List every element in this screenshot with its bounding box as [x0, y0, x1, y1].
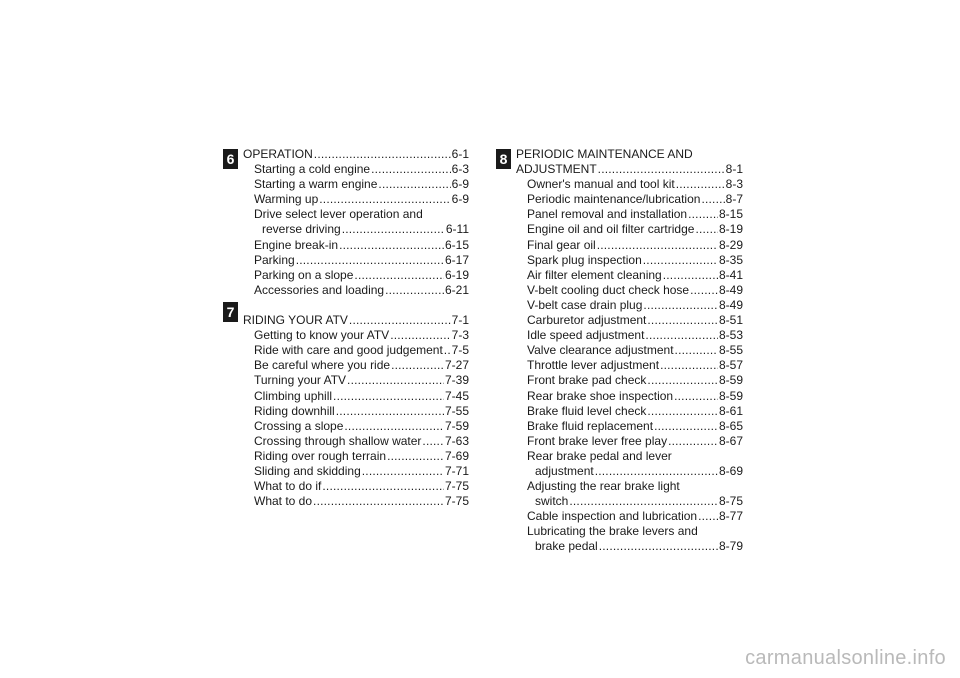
- toc-entry-label: Brake fluid level check: [527, 403, 647, 418]
- toc-page-number: 7-27: [444, 358, 469, 373]
- toc-dot-leader: [322, 479, 444, 494]
- toc-dot-leader: [668, 434, 718, 449]
- section-tab-6: 6: [223, 149, 238, 169]
- toc-dot-leader: [645, 328, 718, 343]
- toc-page-number: 6-1: [451, 147, 469, 161]
- toc-entry-label: Be careful where you ride: [254, 358, 391, 373]
- section-tab-8: 8: [496, 149, 511, 169]
- toc-entry-label: Turning your ATV: [254, 373, 347, 388]
- toc-entry-label: Cable inspection and lubrication: [527, 509, 698, 524]
- toc-page-number: 8-41: [718, 267, 743, 282]
- toc-page-number: 6-19: [444, 267, 469, 282]
- toc-page-number: 8-7: [725, 192, 743, 207]
- toc-dot-leader: [390, 328, 450, 343]
- toc-entry[interactable]: [243, 177, 469, 192]
- toc-entry[interactable]: [516, 207, 743, 222]
- toc-entry[interactable]: [516, 253, 743, 268]
- toc-page-number: 8-59: [718, 373, 743, 388]
- toc-entry-label: switch: [535, 494, 569, 509]
- toc-page-number: 7-39: [444, 373, 469, 388]
- toc-column-right: [516, 147, 743, 555]
- toc-chapter-entry[interactable]: [516, 162, 743, 177]
- toc-entry[interactable]: [516, 328, 743, 343]
- toc-dot-leader: [344, 419, 444, 434]
- toc-entry[interactable]: [516, 373, 743, 388]
- watermark-text: carmanualsonline.info: [745, 647, 946, 669]
- toc-entry-label: Periodic maintenance/lubrication: [527, 192, 701, 207]
- toc-entry-label: Panel removal and installation: [527, 207, 688, 222]
- toc-page-number: 8-1: [725, 162, 743, 177]
- toc-page-number: 7-5: [451, 343, 469, 358]
- toc-entry-label: reverse driving: [262, 222, 341, 237]
- toc-page-number: 7-63: [444, 433, 469, 448]
- toc-entry-label: Rear brake pedal and lever: [527, 448, 672, 463]
- toc-entry-label: Front brake pad check: [527, 373, 647, 388]
- toc-page-number: 8-35: [718, 252, 743, 267]
- toc-entry[interactable]: [516, 389, 743, 404]
- toc-dot-leader: [701, 192, 724, 207]
- toc-dot-leader: [319, 192, 450, 207]
- toc-column-left: [243, 147, 469, 509]
- toc-entry[interactable]: [516, 283, 743, 298]
- toc-dot-leader: [660, 358, 718, 373]
- toc-entry[interactable]: [243, 192, 469, 207]
- toc-dot-leader: [444, 343, 451, 358]
- toc-entry-label: Owner's manual and tool kit: [527, 177, 675, 192]
- toc-dot-leader: [339, 238, 444, 253]
- toc-entry-label: What to do if: [254, 479, 322, 494]
- toc-page-number: 8-77: [718, 509, 743, 524]
- toc-entry[interactable]: [516, 222, 743, 237]
- toc-page-number: 8-59: [718, 388, 743, 403]
- toc-dot-leader: [676, 177, 725, 192]
- toc-entry[interactable]: [516, 524, 743, 539]
- toc-page-number: 6-9: [451, 192, 469, 207]
- toc-entry-label: Crossing through shallow water: [254, 433, 422, 448]
- toc-dot-leader: [336, 404, 444, 419]
- toc-dot-leader: [313, 494, 444, 509]
- toc-page-number: 8-79: [718, 539, 743, 554]
- toc-entry[interactable]: [243, 434, 469, 449]
- toc-page-number: 8-55: [718, 343, 743, 358]
- toc-entry[interactable]: [516, 177, 743, 192]
- toc-page-number: 6-3: [451, 162, 469, 177]
- toc-dot-leader: [690, 283, 718, 298]
- toc-entry-label: Rear brake shoe inspection: [527, 388, 674, 403]
- toc-dot-leader: [695, 222, 718, 237]
- toc-entry-label: Drive select lever operation and: [254, 207, 423, 222]
- toc-entry[interactable]: [243, 328, 469, 343]
- toc-dot-leader: [675, 343, 718, 358]
- toc-dot-leader: [378, 177, 450, 192]
- toc-page-number: 8-15: [718, 207, 743, 222]
- toc-entry-label: Riding over rough terrain: [254, 448, 387, 463]
- toc-entry[interactable]: [243, 238, 469, 253]
- toc-entry-label: ADJUSTMENT: [516, 162, 597, 177]
- toc-entry[interactable]: [516, 192, 743, 207]
- toc-page-number: 6-11: [445, 222, 469, 237]
- toc-entry-label: V-belt case drain plug: [527, 297, 643, 312]
- toc-entry[interactable]: [243, 283, 469, 298]
- toc-entry[interactable]: [243, 494, 469, 509]
- toc-entry[interactable]: [243, 343, 469, 358]
- toc-entry[interactable]: [243, 222, 469, 237]
- toc-dot-leader: [654, 419, 718, 434]
- toc-entry-label: Crossing a slope: [254, 418, 344, 433]
- toc-dot-leader: [698, 509, 718, 524]
- toc-entry-label: Adjusting the rear brake light: [527, 479, 680, 494]
- toc-entry-label: adjustment: [535, 463, 594, 478]
- toc-entry[interactable]: [516, 419, 743, 434]
- toc-page-number: 6-15: [444, 237, 469, 252]
- toc-entry-label: Riding downhill: [254, 403, 335, 418]
- toc-dot-leader: [296, 253, 444, 268]
- toc-dot-leader: [422, 434, 444, 449]
- toc-page-number: 7-69: [444, 448, 469, 463]
- toc-entry[interactable]: [243, 449, 469, 464]
- toc-page-number: 7-55: [444, 403, 469, 418]
- toc-page-number: 7-75: [444, 479, 469, 494]
- toc-page-number: 8-49: [718, 282, 743, 297]
- toc-page-number: 8-69: [718, 463, 743, 478]
- toc-dot-leader: [597, 238, 718, 253]
- toc-spacer: [243, 298, 469, 313]
- section-tab-7: 7: [223, 302, 238, 322]
- toc-page-number: 8-65: [718, 418, 743, 433]
- toc-page-number: 8-67: [718, 433, 743, 448]
- toc-entry-label: RIDING YOUR ATV: [243, 313, 348, 328]
- toc-dot-leader: [342, 222, 445, 237]
- toc-dot-leader: [599, 539, 718, 554]
- toc-page-number: 8-3: [725, 177, 743, 192]
- toc-entry[interactable]: [516, 464, 743, 479]
- toc-entry-label: Engine break-in: [254, 237, 339, 252]
- toc-page-number: 6-9: [451, 177, 469, 192]
- toc-entry[interactable]: [516, 479, 743, 494]
- toc-page-number: 8-29: [718, 237, 743, 252]
- toc-dot-leader: [362, 464, 444, 479]
- toc-entry-label: Final gear oil: [527, 237, 596, 252]
- toc-dot-leader: [391, 358, 444, 373]
- toc-page-number: 7-3: [451, 328, 469, 343]
- toc-entry-label: Carburetor adjustment: [527, 313, 647, 328]
- toc-entry-label: Lubricating the brake levers and: [527, 524, 698, 539]
- toc-dot-leader: [643, 298, 718, 313]
- toc-entry-label: Parking: [254, 252, 295, 267]
- toc-page-number: 7-1: [451, 313, 469, 328]
- toc-entry[interactable]: [516, 434, 743, 449]
- toc-entry-label: OPERATION: [243, 147, 313, 161]
- toc-entry-label: Front brake lever free play: [527, 433, 668, 448]
- toc-entry[interactable]: [516, 509, 743, 524]
- toc-page-number: 8-53: [718, 328, 743, 343]
- toc-dot-leader: [349, 313, 451, 328]
- toc-entry[interactable]: [516, 494, 743, 509]
- toc-dot-leader: [688, 207, 718, 222]
- toc-dot-leader: [569, 494, 718, 509]
- toc-entry[interactable]: [516, 238, 743, 253]
- toc-entry[interactable]: [243, 419, 469, 434]
- toc-entry-label: Climbing uphill: [254, 388, 333, 403]
- toc-page-number: 7-59: [444, 418, 469, 433]
- toc-entry[interactable]: [516, 358, 743, 373]
- toc-page-number: 8-57: [718, 358, 743, 373]
- toc-entry-label: brake pedal: [535, 539, 598, 554]
- toc-page-number: 7-71: [444, 463, 469, 478]
- toc-entry-label: Ride with care and good judgement: [254, 343, 443, 358]
- toc-dot-leader: [333, 389, 444, 404]
- toc-entry-label: Engine oil and oil filter cartridge: [527, 222, 695, 237]
- toc-chapter-entry[interactable]: [516, 147, 743, 162]
- toc-dot-leader: [371, 162, 451, 177]
- toc-dot-leader: [674, 389, 718, 404]
- toc-dot-leader: [647, 404, 718, 419]
- toc-entry[interactable]: [516, 343, 743, 358]
- toc-page-number: 8-51: [718, 313, 743, 328]
- toc-dot-leader: [354, 268, 444, 283]
- toc-entry[interactable]: [243, 373, 469, 388]
- toc-page-number: 7-45: [444, 388, 469, 403]
- toc-page-number: 6-21: [444, 282, 469, 297]
- toc-dot-leader: [314, 147, 451, 162]
- toc-page-number: 8-61: [718, 403, 743, 418]
- toc-dot-leader: [663, 268, 718, 283]
- toc-entry-label: Spark plug inspection: [527, 252, 642, 267]
- toc-entry-label: PERIODIC MAINTENANCE AND: [516, 147, 693, 161]
- toc-entry-label: Brake fluid replacement: [527, 418, 654, 433]
- toc-entry-label: Accessories and loading: [254, 282, 385, 297]
- toc-entry-label: Parking on a slope: [254, 267, 354, 282]
- toc-entry[interactable]: [243, 479, 469, 494]
- toc-dot-leader: [347, 373, 444, 388]
- toc-dot-leader: [387, 449, 444, 464]
- toc-entry[interactable]: [516, 404, 743, 419]
- toc-entry-label: Air filter element cleaning: [527, 267, 662, 282]
- toc-entry-label: Getting to know your ATV: [254, 328, 390, 343]
- toc-page-number: 8-19: [718, 222, 743, 237]
- toc-entry-label: Throttle lever adjustment: [527, 358, 660, 373]
- toc-entry-label: V-belt cooling duct check hose: [527, 282, 690, 297]
- toc-page-number: 7-75: [444, 494, 469, 509]
- toc-entry[interactable]: [243, 358, 469, 373]
- toc-dot-leader: [647, 373, 718, 388]
- toc-entry[interactable]: [243, 464, 469, 479]
- toc-page-number: 8-49: [718, 297, 743, 312]
- toc-dot-leader: [647, 313, 718, 328]
- toc-entry[interactable]: [516, 298, 743, 313]
- toc-entry[interactable]: [243, 162, 469, 177]
- toc-entry[interactable]: [516, 313, 743, 328]
- toc-entry[interactable]: [516, 539, 743, 554]
- toc-entry-label: Starting a warm engine: [254, 177, 378, 192]
- toc-entry-label: Warming up: [254, 192, 319, 207]
- toc-entry-label: What to do: [254, 494, 313, 509]
- toc-entry[interactable]: [516, 268, 743, 283]
- toc-dot-leader: [385, 283, 444, 298]
- toc-chapter-entry[interactable]: [243, 147, 469, 162]
- toc-entry-label: Idle speed adjustment: [527, 328, 645, 343]
- toc-chapter-entry[interactable]: [243, 313, 469, 328]
- toc-page-number: 8-75: [718, 494, 743, 509]
- toc-entry[interactable]: [243, 268, 469, 283]
- toc-entry[interactable]: [243, 253, 469, 268]
- toc-entry-label: Starting a cold engine: [254, 162, 371, 177]
- toc-entry[interactable]: [243, 207, 469, 222]
- toc-dot-leader: [598, 162, 725, 177]
- toc-page-number: 6-17: [444, 252, 469, 267]
- toc-entry-label: Sliding and skidding: [254, 463, 361, 478]
- toc-entry[interactable]: [243, 404, 469, 419]
- toc-entry[interactable]: [516, 449, 743, 464]
- toc-dot-leader: [595, 464, 718, 479]
- toc-dot-leader: [643, 253, 718, 268]
- toc-entry[interactable]: [243, 389, 469, 404]
- toc-entry-label: Valve clearance adjustment: [527, 343, 674, 358]
